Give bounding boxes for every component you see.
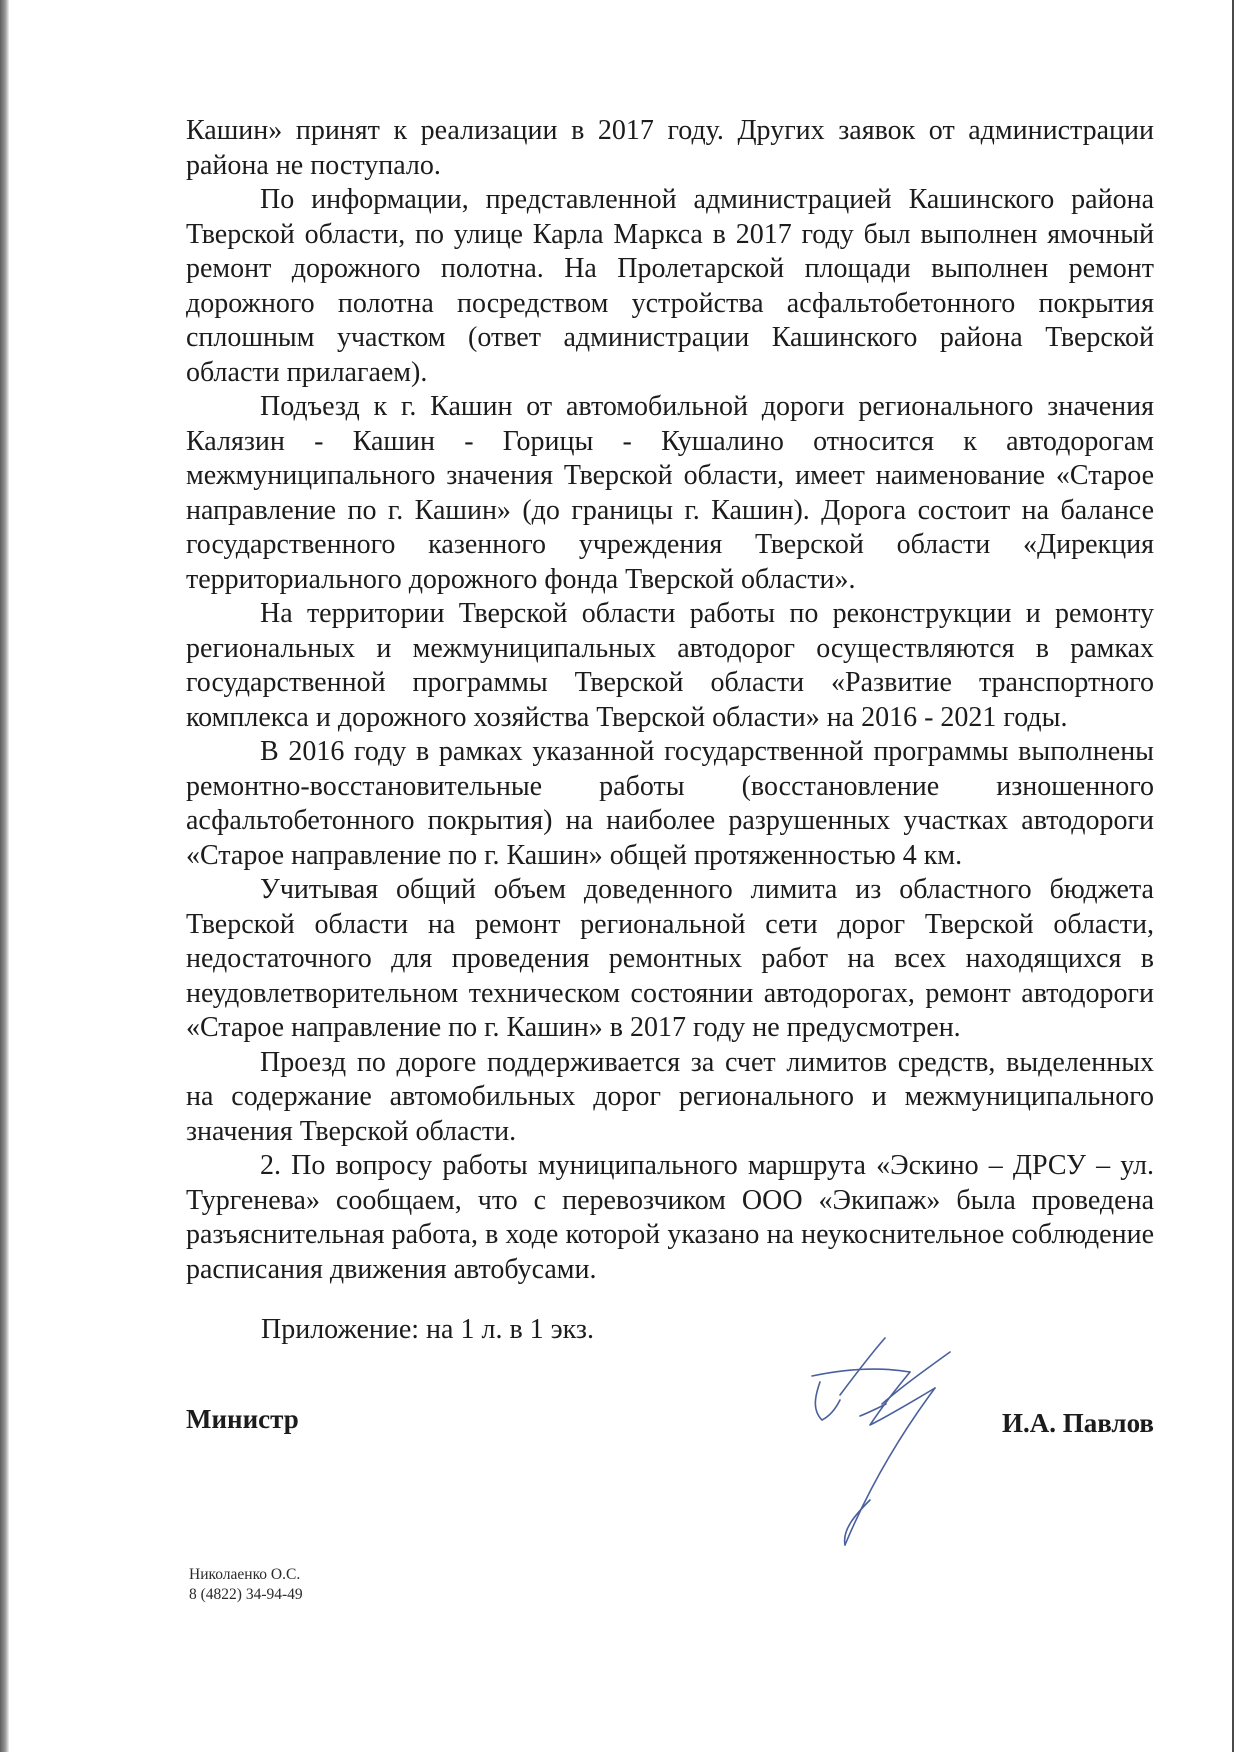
paragraph-kashin-repairs: По информации, представленной администрацией Кашинского района Тверской области, по улице Карла Маркса в 2017 году был выполнен ямочный ремонт дорожного полотна. На Пролетарской площади выполнен ремонт дорожного полотна посредством устройства асфальтобетонного покрытия сплошным участком (ответ администрации Кашинского района Тверской области прилагаем). [186, 184, 1154, 388]
executor-name: Николаенко О.С. [189, 1566, 301, 1583]
handwritten-signature [800, 1330, 1040, 1560]
attachment-note: Приложение: на 1 л. в 1 экз. [261, 1314, 594, 1345]
executor-info [189, 1565, 303, 1605]
executor-phone: 8 (4822) 34-94-49 [189, 1586, 303, 1603]
letter-body [186, 114, 1154, 1287]
scan-left-edge [0, 0, 9, 1752]
paragraph-maintenance: Проезд по дороге поддерживается за счет лимитов средств, выделенных на содержание автомобильных дорог регионального и межмуниципального значения Тверской области. [186, 1046, 1154, 1147]
paragraph-2016-works: В 2016 году в рамках указанной государственной программы выполнены ремонтно-восстановительные работы (восстановление изношенного асфальтобетонного покрытия) на наиболее разрушенных участках автодороги «Старое направление по г. Кашин» общей протяженностью 4 км. [186, 736, 1154, 871]
signer-role: Министр [186, 1404, 299, 1434]
paragraph-access-road: Подъезд к г. Кашин от автомобильной дороги регионального значения Калязин - Кашин - Горицы - Кушалино относится к автодорогам межмуниципального значения Тверской области, имеет наименование «Старое направление по г. Кашин» (до границы г. Кашин). Дорога состоит на балансе государственного казенного учреждения Тверской области «Дирекция территориального дорожного фонда Тверской области». [186, 391, 1154, 595]
signer-name: И.А. Павлов [1001, 1408, 1154, 1438]
scan-right-edge [1232, 0, 1234, 1752]
paragraph-budget-limit: Учитывая общий объем доведенного лимита из областного бюджета Тверской области на ремонт региональной сети дорог Тверской области, недостаточного для проведения ремонтных работ на всех находящихся в неудовлетворительном техническом состоянии автодорогах, ремонт автодороги «Старое направление по г. Кашин» в 2017 году не предусмотрен. [186, 874, 1154, 1043]
paragraph-continuation: Кашин» принят к реализации в 2017 году. Других заявок от администрации района не поступало. [186, 115, 1154, 181]
paragraph-bus-route: 2. По вопросу работы муниципального маршрута «Эскино – ДРСУ – ул. Тургенева» сообщаем, что с перевозчиком ООО «Экипаж» была проведена разъяснительная работа, в ходе которой указано на неукоснительное соблюдение расписания движения автобусами. [186, 1150, 1154, 1285]
paragraph-state-program: На территории Тверской области работы по реконструкции и ремонту региональных и межмуниципальных автодорог осуществляются в рамках государственной программы Тверской области «Развитие транспортного комплекса и дорожного хозяйства Тверской области» на 2016 - 2021 годы. [186, 598, 1154, 733]
